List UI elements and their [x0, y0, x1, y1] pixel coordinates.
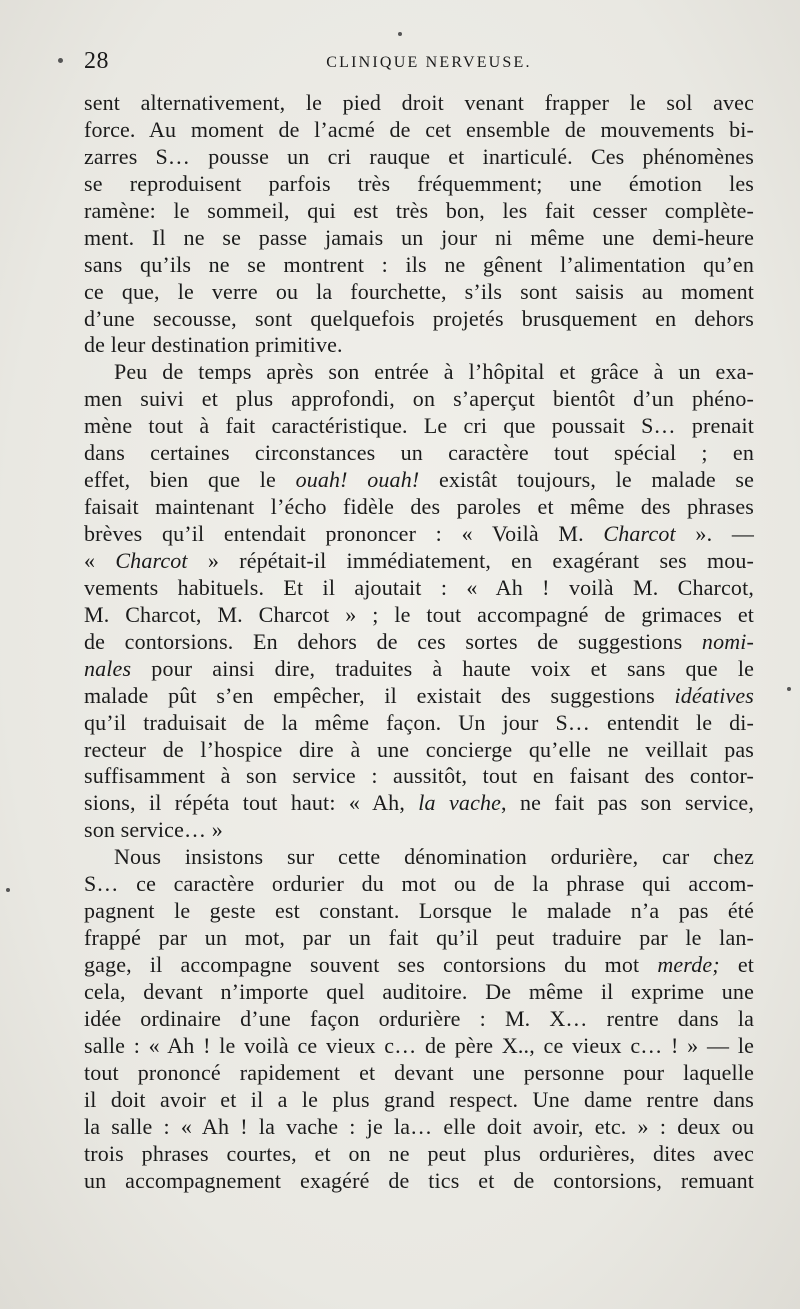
text-line: un accompagnement exagéré de tics et de contorsions, remuant: [84, 1167, 754, 1193]
text-line: men suivi et plus approfondi, on s’aperçut bientôt d’un phéno-: [84, 386, 754, 412]
page-number: 28: [84, 48, 109, 74]
text-line: d’une secousse, sont quelquefois projetés brusquement en dehors: [84, 305, 754, 331]
print-speck: [58, 58, 63, 63]
print-speck: [787, 687, 791, 691]
text-line: frappé par un mot, par un fait qu’il peut traduire par le lan-: [84, 925, 754, 951]
print-speck: [6, 888, 10, 892]
text-line: zarres S… pousse un cri rauque et inarticulé. Ces phénomènes: [84, 143, 754, 169]
page-header: [84, 48, 752, 78]
text-line: recteur de l’hospice dire à une concierge qu’elle ne veillait pas: [84, 736, 754, 762]
text-line-italic: « Charcot » répétait-il immédiatement, en exagérant ses mou-: [84, 547, 754, 573]
text-line: M. Charcot, M. Charcot » ; le tout accompagné de grimaces et: [84, 601, 754, 627]
print-speck: [398, 32, 402, 36]
text-line-italic: effet, bien que le ouah! ouah! existât toujours, le malade se: [84, 467, 755, 493]
text-line: sans qu’ils ne se montrent : ils ne gênent l’alimentation qu’en: [84, 251, 754, 277]
text-line-italic: malade pût s’en empêcher, il existait des suggestions idéatives: [84, 682, 754, 708]
text-line: il doit avoir et il a le plus grand respect. Une dame rentre dans: [84, 1086, 754, 1112]
text-line: vements habituels. Et il ajoutait : « Ah ! voilà M. Charcot,: [84, 574, 754, 600]
text-line: trois phrases courtes, et on ne peut plus ordurières, dites avec: [84, 1140, 754, 1166]
text-line: salle : « Ah ! le voilà ce vieux c… de père X.., ce vieux c… ! » — le: [84, 1032, 754, 1058]
text-line: faisait maintenant l’écho fidèle des paroles et même des phrases: [84, 494, 754, 520]
text-line: tout prononcé rapidement et devant une personne pour laquelle: [84, 1059, 754, 1085]
text-line: force. Au moment de l’acmé de cet ensemble de mouvements bi-: [84, 116, 754, 142]
text-line: ramène: le sommeil, qui est très bon, les fait cesser complète-: [84, 197, 754, 223]
text-line: sent alternativement, le pied droit venant frapper le sol avec: [84, 90, 754, 115]
text-line: suffisamment à son service : aussitôt, tout en faisant des contor-: [84, 763, 754, 789]
text-line-italic: sions, il répéta tout haut: « Ah, la vache, ne fait pas son service,: [84, 790, 754, 816]
text-line: cela, devant n’importe quel auditoire. De même il exprime une: [84, 978, 754, 1004]
text-line: qu’il traduisait de la même façon. Un jour S… entendit le di-: [84, 709, 754, 735]
text-line: se reproduisent parfois très fréquemment; une émotion les: [84, 170, 754, 196]
running-head: CLINIQUE NERVEUSE.: [326, 54, 532, 71]
text-line: la salle : « Ah ! la vache : je la… elle doit avoir, etc. » : deux ou: [84, 1113, 754, 1139]
paragraph-start-line: Peu de temps après son entrée à l’hôpital et grâce à un exa-: [114, 359, 754, 385]
text-line: mène tout à fait caractéristique. Le cri que poussait S… prenait: [84, 413, 754, 439]
text-line: idée ordinaire d’une façon ordurière : M. X… rentre dans la: [84, 1005, 754, 1031]
text-line-italic: nales pour ainsi dire, traduites à haute voix et sans que le: [84, 655, 754, 681]
text-line-italic: gage, il accompagne souvent ses contorsions du mot merde; et: [84, 952, 754, 977]
paragraph-end-line: de leur destination primitive.: [84, 332, 343, 358]
text-line-italic: brèves qu’il entendait prononcer : « Voilà M. Charcot ». —: [84, 521, 755, 546]
text-line: pagnent le geste est constant. Lorsque le malade n’a pas été: [84, 898, 754, 924]
body-text: [84, 90, 754, 1194]
paragraph-start-line: Nous insistons sur cette dénomination ordurière, car chez: [114, 844, 754, 870]
text-line: ce que, le verre ou la fourchette, s’ils sont saisis au moment: [84, 278, 754, 304]
text-line-italic: de contorsions. En dehors de ces sortes de suggestions nomi-: [84, 628, 754, 654]
paragraph-end-line: son service… »: [84, 817, 223, 843]
text-line: ment. Il ne se passe jamais un jour ni même une demi-heure: [84, 224, 754, 250]
text-line: S… ce caractère ordurier du mot ou de la phrase qui accom-: [84, 871, 754, 897]
text-line: dans certaines circonstances un caractère tout spécial ; en: [84, 440, 754, 466]
